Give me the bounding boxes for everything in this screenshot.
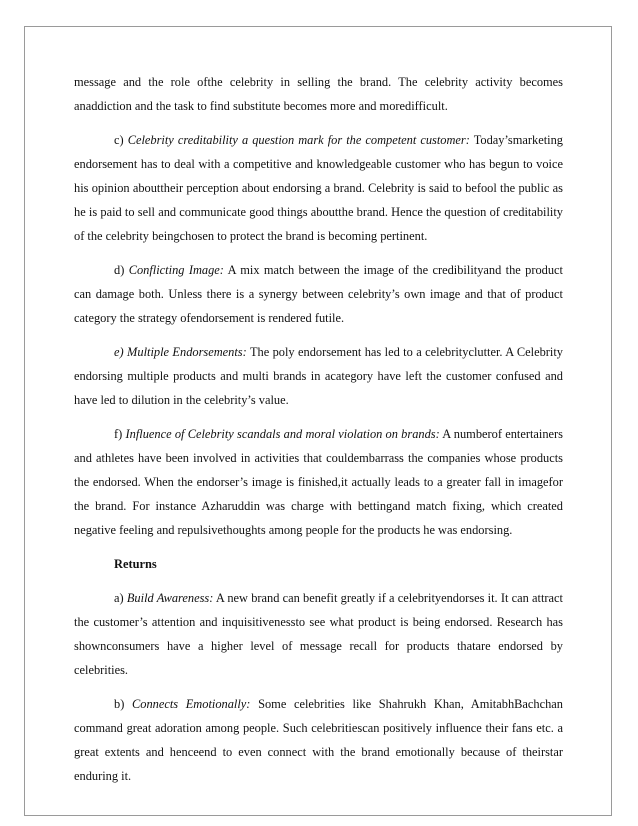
return-b-label: b) (114, 697, 125, 711)
point-d-text: A mix match between the image of the credibilityand the product can damage both. Unless there is a synergy between celebrity’s own image and that of product category the strategy ofendorsement is rendered futile. (74, 263, 563, 325)
return-b-paragraph (74, 692, 563, 788)
point-c-text: Today’smarketing endorsement has to deal with a competitive and knowledgeable customer who has begun to voice his opinion abouttheir perception about endorsing a brand. Celebrity is said to befool the public as he is paid to sell and communicate good things aboutthe brand. Hence the question of creditability of the celebrity beingchosen to protect the brand is becoming pertinent. (74, 133, 563, 243)
point-f-paragraph (74, 422, 563, 542)
point-d-title: Conflicting Image: (128, 263, 224, 277)
point-f-label: f) (114, 427, 123, 441)
point-f-text: A numberof entertainers and athletes have been involved in activities that couldembarrass the companies whose products the endorsed. When the endorser’s image is finished,it actually leads to a greater fall in imagefor the brand. For instance Azharuddin was charge with bettingand match fixing, which created negative feeling and repulsivethoughts among people for the products he was endorsing. (74, 427, 563, 537)
point-d-paragraph (74, 258, 563, 330)
return-a-label: a) (114, 591, 124, 605)
point-c-paragraph (74, 128, 563, 248)
point-e-label: e) (114, 345, 124, 359)
point-e-text: The poly endorsement has led to a celebrityclutter. A Celebrity endorsing multiple products and multi brands in acategory have left the customer confused and have led to dilution in the celebrity’s value. (74, 345, 563, 407)
return-b-text: Some celebrities like Shahrukh Khan, AmitabhBachchan command great adoration among people. Such celebritiescan positively influence their fans etc. a great extents and henceend to even connect with the brand emotionally because of theirstar enduring it. (74, 697, 563, 783)
point-f-title: Influence of Celebrity scandals and moral violation on brands: (125, 427, 440, 441)
return-a-title: Build Awareness: (126, 591, 214, 605)
returns-heading: Returns (114, 557, 157, 571)
return-b-title: Connects Emotionally: (131, 697, 251, 711)
intro-paragraph: message and the role ofthe celebrity in selling the brand. The celebrity activity becomes anaddiction and the task to find substitute becomes more and moredifficult. (74, 75, 563, 113)
point-c-label: c) (114, 133, 124, 147)
point-e-paragraph (74, 340, 563, 412)
point-c-title: Celebrity creditability a question mark for the competent customer: (127, 133, 470, 147)
return-a-paragraph (74, 586, 563, 682)
return-a-text: A new brand can benefit greatly if a celebrityendorses it. It can attract the customer’s attention and inquisitivenessto see what product is being endorsed. Research has shownconsumers have a higher level of message recall for products thatare endorsed by celebrities. (74, 591, 563, 677)
point-e-title: Multiple Endorsements: (127, 345, 247, 359)
point-d-label: d) (114, 263, 125, 277)
document-body (74, 70, 563, 798)
